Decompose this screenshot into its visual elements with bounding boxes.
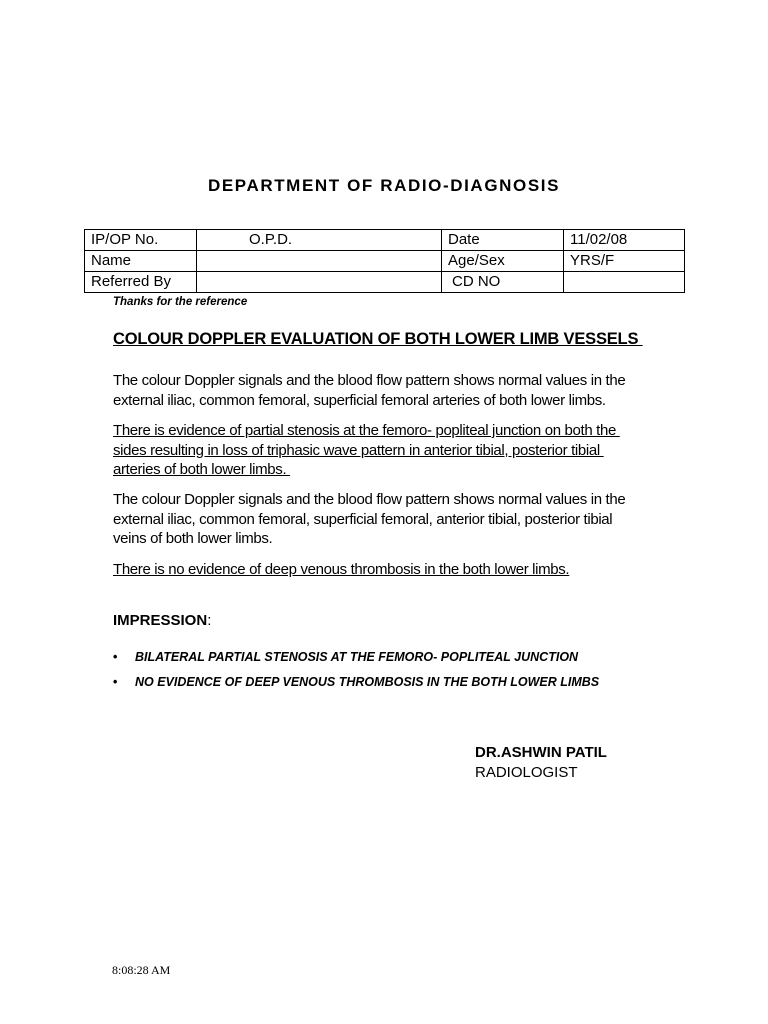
cd-no-value — [564, 272, 685, 293]
paragraph-line: The colour Doppler signals and the blood flow pattern shows normal values in the — [113, 491, 626, 508]
impression-item — [113, 675, 599, 689]
report-heading: COLOUR DOPPLER EVALUATION OF BOTH LOWER LIMB VESSELS — [113, 330, 643, 348]
paragraph-line: The colour Doppler signals and the blood flow pattern shows normal values in the — [113, 372, 626, 389]
table-row — [85, 230, 685, 251]
findings-paragraph-veins-normal — [113, 490, 673, 549]
age-sex-value: YRS/F — [564, 251, 685, 272]
date-label: Date — [442, 230, 564, 251]
paragraph-line: sides resulting in loss of triphasic wave pattern in anterior tibial, posterior tibial — [113, 441, 604, 459]
findings-paragraph-no-dvt — [113, 560, 673, 580]
bullet-icon: • — [113, 650, 118, 664]
impression-item-text: BILATERAL PARTIAL STENOSIS AT THE FEMORO- POPLITEAL JUNCTION — [135, 650, 579, 664]
ip-op-label: IP/OP No. — [85, 230, 197, 251]
findings-paragraph-stenosis — [113, 421, 673, 480]
referred-by-label: Referred By — [85, 272, 197, 293]
impression-heading — [113, 612, 211, 629]
table-row — [85, 251, 685, 272]
cd-no-label: CD NO — [442, 272, 564, 293]
ip-op-value: O.P.D. — [197, 230, 442, 251]
paragraph-line: There is evidence of partial stenosis at the femoro- popliteal junction on both the — [113, 422, 620, 439]
referred-by-value — [197, 272, 442, 293]
findings-paragraph-arteries-normal — [113, 371, 673, 410]
impression-label: IMPRESSION — [113, 612, 208, 629]
impression-item-text: NO EVIDENCE OF DEEP VENOUS THROMBOSIS IN THE BOTH LOWER LIMBS — [135, 675, 600, 689]
paragraph-line: external iliac, common femoral, superficial femoral, anterior tibial, posterior tibial — [113, 510, 613, 528]
signature-block — [475, 743, 607, 783]
paragraph-line: external iliac, common femoral, superficial femoral arteries of both lower limbs. — [113, 391, 606, 409]
paragraph-line: There is no evidence of deep venous thrombosis in the both lower limbs. — [113, 561, 570, 578]
name-value — [197, 251, 442, 272]
age-sex-label: Age/Sex — [442, 251, 564, 272]
thanks-note: Thanks for the reference — [113, 296, 248, 308]
paragraph-line: arteries of both lower limbs. — [113, 461, 291, 478]
date-value: 11/02/08 — [564, 230, 685, 251]
department-title: DEPARTMENT OF RADIO-DIAGNOSIS — [207, 176, 561, 195]
patient-info-table — [84, 229, 685, 293]
doctor-name: DR.ASHWIN PATIL — [475, 744, 607, 761]
bullet-icon: • — [113, 675, 118, 689]
doctor-role: RADIOLOGIST — [475, 764, 578, 781]
impression-colon: : — [207, 612, 212, 629]
timestamp: 8:08:28 AM — [112, 963, 171, 977]
paragraph-line: veins of both lower limbs. — [113, 530, 273, 547]
name-label: Name — [85, 251, 197, 272]
impression-item — [113, 650, 578, 664]
table-row — [85, 272, 685, 293]
